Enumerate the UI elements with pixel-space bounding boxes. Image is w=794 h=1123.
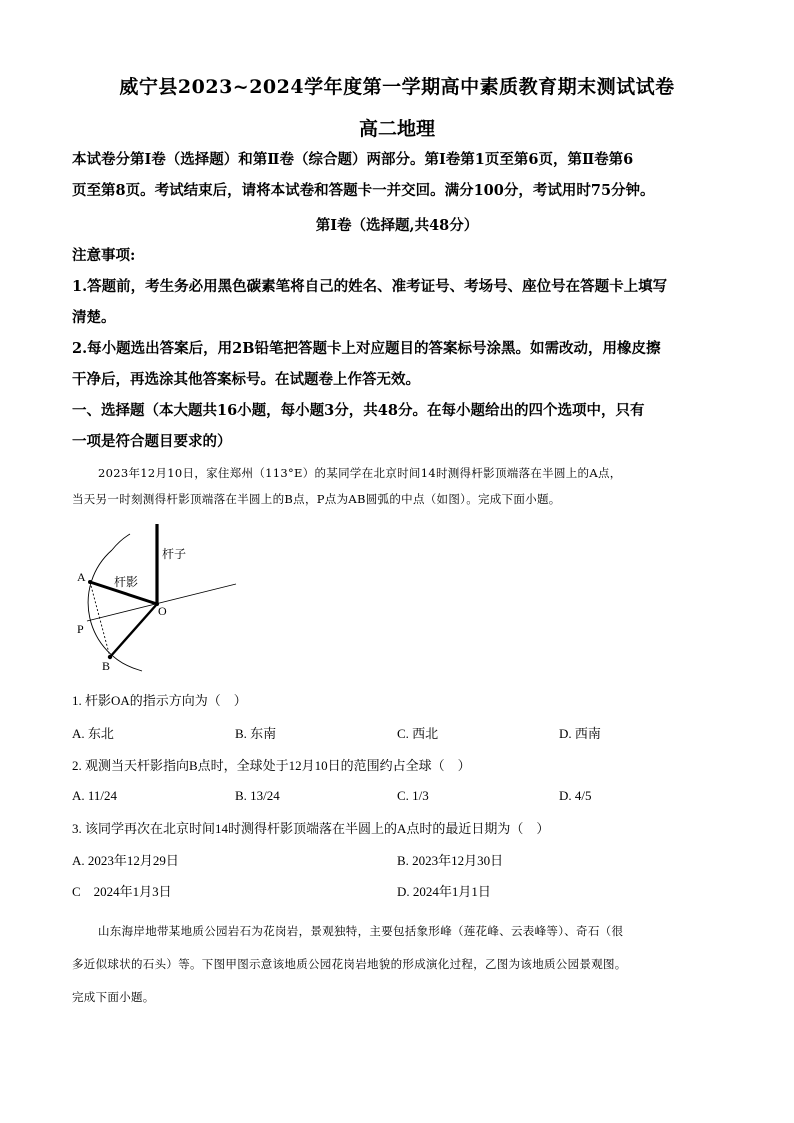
intro-paragraph — [72, 144, 732, 206]
question-3-option-d[interactable]: D. 2024年1月1日 — [397, 884, 491, 899]
question-3-stem: 3. 该同学再次在北京时间14时测得杆影顶端落在半圆上的A点时的最近日期为（ ） — [72, 821, 550, 836]
part1-heading — [72, 395, 732, 457]
question-1-option-c[interactable]: C. 西北 — [397, 726, 439, 741]
question-1-option-a[interactable]: A. 东北 — [72, 726, 114, 741]
exam-subject: 高二地理 — [358, 118, 435, 140]
passage-2-line-2: 多近似球状的石头）等。下图甲图示意该地质公园花岗岩地貌的形成演化过程，乙图为该地质公园景观图。 — [72, 957, 627, 971]
passage-1-line-2: 当天另一时刻测得杆影顶端落在半圆上的B点，P点为AB圆弧的中点（如图）。完成下面小题。 — [72, 492, 561, 506]
part1-line-1: 一、选择题（本大题共16小题，每小题3分，共48分。在每小题给出的四个选项中，只有 — [72, 402, 645, 419]
question-1-option-b[interactable]: B. 东南 — [235, 726, 277, 741]
passage-2-line-1: 山东海岸地带某地质公园岩石为花岗岩，景观独特，主要包括象形峰（莲花峰、云表峰等）、奇石（很 — [98, 924, 624, 938]
notice-block — [72, 240, 732, 395]
passage-1-line-1: 2023年12月10日，家住郑州（113°E）的某同学在北京时间14时测得杆影顶端落在半圆上的A点， — [98, 466, 622, 480]
question-2-stem: 2. 观测当天杆影指向B点时，全球处于12月10日的范围约占全球（ ） — [72, 758, 471, 773]
line-OB — [110, 604, 157, 657]
notice-item-2-line-1: 2.每小题选出答案后，用2B铅笔把答题卡上对应题目的答案标号涂黑。如需改动，用橡皮擦 — [72, 340, 661, 357]
section-heading: 第Ⅰ卷（选择题,共48分） — [315, 217, 479, 234]
intro-line-2: 页至第8页。考试结束后，请将本试卷和答题卡一并交回。满分100分，考试用时75分钟。 — [72, 182, 655, 199]
semicircle-arc-extension — [112, 534, 130, 550]
point-A-marker — [88, 580, 92, 584]
label-shadow: 杆影 — [114, 575, 139, 589]
notice-item-2-line-2: 干净后，再选涂其他答案标号。在试题卷上作答无效。 — [72, 371, 420, 388]
question-2-option-c[interactable]: C. 1/3 — [397, 788, 429, 803]
question-3-option-c[interactable]: C 2024年1月3日 — [72, 884, 172, 899]
pole-shadow-figure — [64, 518, 244, 680]
passage-1 — [72, 460, 732, 512]
passage-2 — [72, 915, 732, 1014]
question-2-option-b[interactable]: B. 13/24 — [235, 788, 280, 803]
passage-2-line-3: 完成下面小题。 — [72, 990, 155, 1004]
notice-heading: 注意事项: — [72, 247, 136, 264]
label-pole: 杆子 — [162, 547, 187, 561]
notice-item-1-line-1: 1.答题前，考生务必用黑色碳素笔将自己的姓名、准考证号、考场号、座位号在答题卡上填写 — [72, 278, 668, 295]
question-3-option-a[interactable]: A. 2023年12月29日 — [72, 853, 179, 868]
label-P: P — [77, 622, 84, 636]
question-2-option-a[interactable]: A. 11/24 — [72, 788, 118, 803]
part1-line-2: 一项是符合题目要求的） — [72, 433, 232, 450]
question-3-option-b[interactable]: B. 2023年12月30日 — [397, 853, 504, 868]
label-A: A — [77, 570, 86, 584]
question-1-stem: 1. 杆影OA的指示方向为（ ） — [72, 693, 247, 708]
intro-line-1: 本试卷分第Ⅰ卷（选择题）和第Ⅱ卷（综合题）两部分。第Ⅰ卷第1页至第6页，第Ⅱ卷第6 — [72, 151, 634, 168]
question-1-option-d[interactable]: D. 西南 — [559, 726, 601, 741]
label-B: B — [102, 659, 111, 673]
label-O: O — [158, 604, 167, 618]
exam-title: 威宁县2023~2024学年度第一学期高中素质教育期末测试试卷 — [119, 76, 675, 98]
question-2-option-d[interactable]: D. 4/5 — [559, 788, 592, 803]
notice-item-1-line-2: 清楚。 — [72, 309, 116, 326]
